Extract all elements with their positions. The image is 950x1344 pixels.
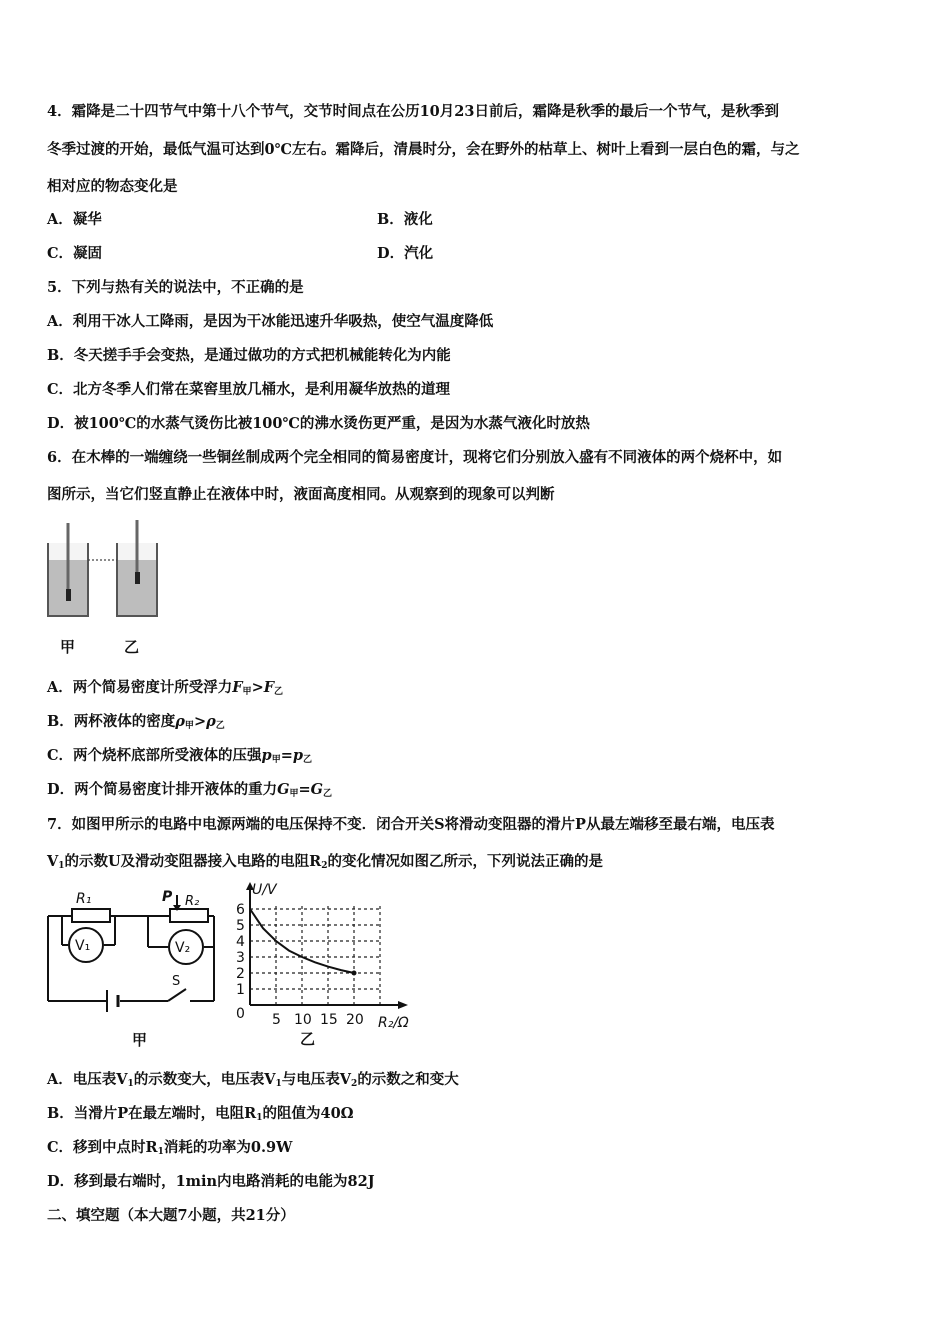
label-r2: R₂ <box>185 894 200 909</box>
y-tick-label: 3 <box>236 950 245 966</box>
q7-option-a-part1: A．电压表V <box>47 1071 128 1088</box>
y-tick-label: 4 <box>236 934 245 950</box>
q7-option-c <box>47 1138 292 1162</box>
q7-option-a-part3: 与电压表V <box>281 1071 352 1088</box>
beaker-left <box>48 523 88 616</box>
q4-option-b: B．液化 <box>377 211 433 228</box>
q5-option-a: A．利用干冰人工降雨，是因为干冰能迅速升华吸热，使空气温度降低 <box>47 313 494 330</box>
q6-option-a-var1: F <box>232 679 243 696</box>
beaker-right <box>117 520 157 616</box>
q6-option-a-sub1: 甲 <box>242 687 252 697</box>
q6-option-c-sub1: 甲 <box>271 755 281 765</box>
q7-option-d: D．移到最右端时，1min内电路消耗的电能为82J <box>47 1173 375 1190</box>
label-v2: V₂ <box>175 940 191 956</box>
q7-option-b <box>47 1104 354 1128</box>
label-s: S <box>172 974 181 989</box>
q4-stem-line3: 相对应的物态变化是 <box>47 178 178 195</box>
q6-option-a <box>47 678 283 702</box>
q7-option-c-sub1: 1 <box>157 1147 164 1157</box>
q7-option-a <box>47 1070 459 1094</box>
graph-tick-labels <box>236 902 364 1028</box>
q6-beakers-figure <box>40 515 170 660</box>
graph-axes <box>246 882 408 1009</box>
q7-stem-line2 <box>47 852 603 876</box>
q7-option-a-sub2: 1 <box>275 1079 282 1089</box>
y-tick-label: 1 <box>236 982 245 998</box>
q6-option-b-var1: ρ <box>175 713 185 730</box>
q7-line2-sub1: 1 <box>58 861 65 871</box>
x-tick-label: 15 <box>320 1012 338 1028</box>
q5-option-d: D．被100℃的水蒸气烫伤比被100℃的沸水烫伤更严重，是因为水蒸气液化时放热 <box>47 415 590 432</box>
q6-option-d-relation: = <box>298 781 311 798</box>
q7-circuit-diagram <box>40 883 225 1053</box>
q6-stem-line2: 图所示，当它们竖直静止在液体中时，液面高度相同。从观察到的现象可以判断 <box>47 486 555 503</box>
fig-label-jia: 甲 <box>60 638 76 656</box>
q7-option-a-sub3: 2 <box>351 1079 358 1089</box>
q6-option-c-var2: p <box>292 747 303 764</box>
q7-line2-sub2: 2 <box>321 861 328 871</box>
q6-option-d-text: D．两个简易密度计排开液体的重力 <box>47 781 278 798</box>
q6-option-c-text: C．两个烧杯底部所受液体的压强 <box>47 747 262 764</box>
x-tick-label: 20 <box>346 1012 364 1028</box>
q6-option-a-text: A．两个简易密度计所受浮力 <box>47 679 233 696</box>
q7-line2-mid: 的示数U及滑动变阻器接入电路的电阻R <box>64 853 322 870</box>
q6-option-b-sub1: 甲 <box>184 721 194 731</box>
q5-option-b: B．冬天搓手手会变热，是通过做功的方式把机械能转化为内能 <box>47 347 451 364</box>
q6-option-c-sub2: 乙 <box>303 755 313 765</box>
fig-label-yi: 乙 <box>124 638 140 656</box>
q4-option-c: C．凝固 <box>47 245 103 262</box>
label-r1: R₁ <box>76 891 92 907</box>
circuit-label-jia: 甲 <box>132 1031 148 1049</box>
q6-option-d <box>47 780 332 804</box>
y-tick-label: 5 <box>236 918 245 934</box>
graph-origin-label: 0 <box>236 1006 245 1022</box>
q4-option-a: A．凝华 <box>47 211 102 228</box>
q4-option-d: D．汽化 <box>377 245 434 262</box>
graph-y-axis-label: U/V <box>252 882 277 898</box>
x-tick-label: 10 <box>294 1012 312 1028</box>
q6-option-a-relation: > <box>251 679 264 696</box>
q6-option-d-sub2: 乙 <box>323 789 333 799</box>
q7-option-a-part2: 的示数变大，电压表V <box>133 1071 276 1088</box>
q7-graph <box>230 880 420 1050</box>
q6-option-c-var1: p <box>261 747 272 764</box>
y-tick-label: 6 <box>236 902 245 918</box>
q4-stem-line2: 冬季过渡的开始，最低气温可达到0℃左右。霜降后，清晨时分，会在野外的枯草上、树叶上看到一层白色的霜，与之 <box>47 141 800 158</box>
q4-stem-line1: 4．霜降是二十四节气中第十八个节气，交节时间点在公历10月23日前后，霜降是秋季的最后一个节气，是秋季到 <box>47 103 779 120</box>
q7-line2-v: V <box>47 853 59 870</box>
q5-stem: 5．下列与热有关的说法中，不正确的是 <box>47 279 304 296</box>
q6-option-d-var2: G <box>310 781 324 798</box>
section-2-heading: 二、填空题（本大题7小题，共21分） <box>47 1207 295 1224</box>
q7-option-a-part4: 的示数之和变大 <box>357 1071 459 1088</box>
q6-option-d-var1: G <box>277 781 290 798</box>
q7-option-b-part2: 的阻值为40Ω <box>262 1105 354 1122</box>
x-axis-arrow <box>398 1001 408 1009</box>
q6-option-a-sub2: 乙 <box>274 687 284 697</box>
q6-option-b-text: B．两杯液体的密度 <box>47 713 176 730</box>
x-tick-label: 5 <box>272 1012 281 1028</box>
q6-stem-line1: 6．在木棒的一端缠绕一些铜丝制成两个完全相同的简易密度计，现将它们分别放入盛有不同液体的两个烧杯中，如 <box>47 449 783 466</box>
q6-option-d-sub1: 甲 <box>289 789 299 799</box>
q7-option-c-part2: 消耗的功率为0.9W <box>163 1139 293 1156</box>
q5-option-c: C．北方冬季人们常在菜窖里放几桶水，是利用凝华放热的道理 <box>47 381 451 398</box>
q7-stem-line1: 7．如图甲所示的电路中电源两端的电压保持不变．闭合开关S将滑动变阻器的滑片P从最左端移至最右端，电压表 <box>47 816 775 833</box>
graph-label-yi: 乙 <box>300 1030 316 1048</box>
q7-option-a-sub1: 1 <box>127 1079 134 1089</box>
q6-option-b-var2: ρ <box>206 713 216 730</box>
q6-option-b <box>47 712 225 736</box>
label-v1: V₁ <box>75 938 91 954</box>
y-tick-label: 2 <box>236 966 245 982</box>
q6-option-b-relation: > <box>193 713 207 730</box>
q7-option-b-sub1: 1 <box>256 1113 263 1123</box>
q7-option-c-part1: C．移到中点时R <box>47 1139 158 1156</box>
q7-option-b-part1: B．当滑片P在最左端时，电阻R <box>47 1105 257 1122</box>
graph-x-axis-label: R₂/Ω <box>378 1015 409 1031</box>
graph-grid <box>250 906 380 1005</box>
q6-option-c-relation: = <box>280 747 293 764</box>
q6-option-c <box>47 746 312 770</box>
q6-option-b-sub2: 乙 <box>215 721 225 731</box>
label-p: P <box>162 889 173 905</box>
q6-option-a-var2: F <box>263 679 275 696</box>
q7-line2-end: 的变化情况如图乙所示，下列说法正确的是 <box>327 853 603 870</box>
